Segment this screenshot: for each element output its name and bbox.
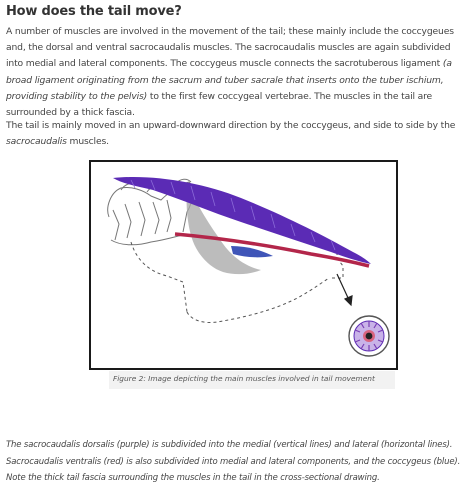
paragraph-movement-term: sacrocaudalis	[6, 136, 67, 148]
paragraph-muscles-text-2: to the first few coccygeal vertebrae. The muscles in the tail are surrounded by a thick fascia.	[6, 90, 433, 119]
paragraph-muscles-ligament-note: (a broad ligament originating from the sacrum and tuber sacrale that inserts onto the tuber ischium, providing stability to the pelvis)	[6, 58, 452, 102]
figure-caption-bar	[109, 371, 395, 389]
tail-muscles-drawing	[91, 162, 396, 368]
figure-note-line-1: The sacrocaudalis dorsalis (purple) is subdivided into the medial (vertical lines) and lateral (horizontal lines).	[6, 440, 453, 450]
figure-note-line-3: Note the thick tail fascia surrounding the muscles in the tail in the cross-sectional drawing.	[6, 473, 380, 483]
paragraph-movement	[6, 118, 470, 150]
figure-note	[6, 437, 470, 487]
paragraph-muscles-text-1: A number of muscles are involved in the movement of the tail; these mainly include the coccygeues and, the dorsal and ventral sacrocaudalis muscles. The sacrocaudalis muscles are again subdivided into medial and lateral components. The coccygeus muscle connects the sacrotuberous ligament	[6, 26, 454, 70]
coccygeus-muscle	[231, 246, 273, 257]
cross-section-arrow	[337, 274, 352, 305]
article-heading: How does the tail move?	[6, 4, 182, 19]
paragraph-movement-text-1: The tail is mainly moved in an upward-downward direction by the coccygeus, and side to side by the	[6, 120, 456, 131]
paragraph-muscles	[6, 24, 470, 121]
tail-muscles-figure	[89, 160, 398, 370]
figure-caption: Figure 2: Image depicting the main muscles involved in tail movement	[113, 374, 375, 383]
figure-note-line-2: Sacrocaudalis ventralis (red) is also subdivided into medial and lateral components, and the coccygeus (blue).	[6, 456, 461, 467]
tail-cross-section	[349, 316, 389, 356]
paragraph-movement-text-2: muscles.	[66, 136, 109, 148]
